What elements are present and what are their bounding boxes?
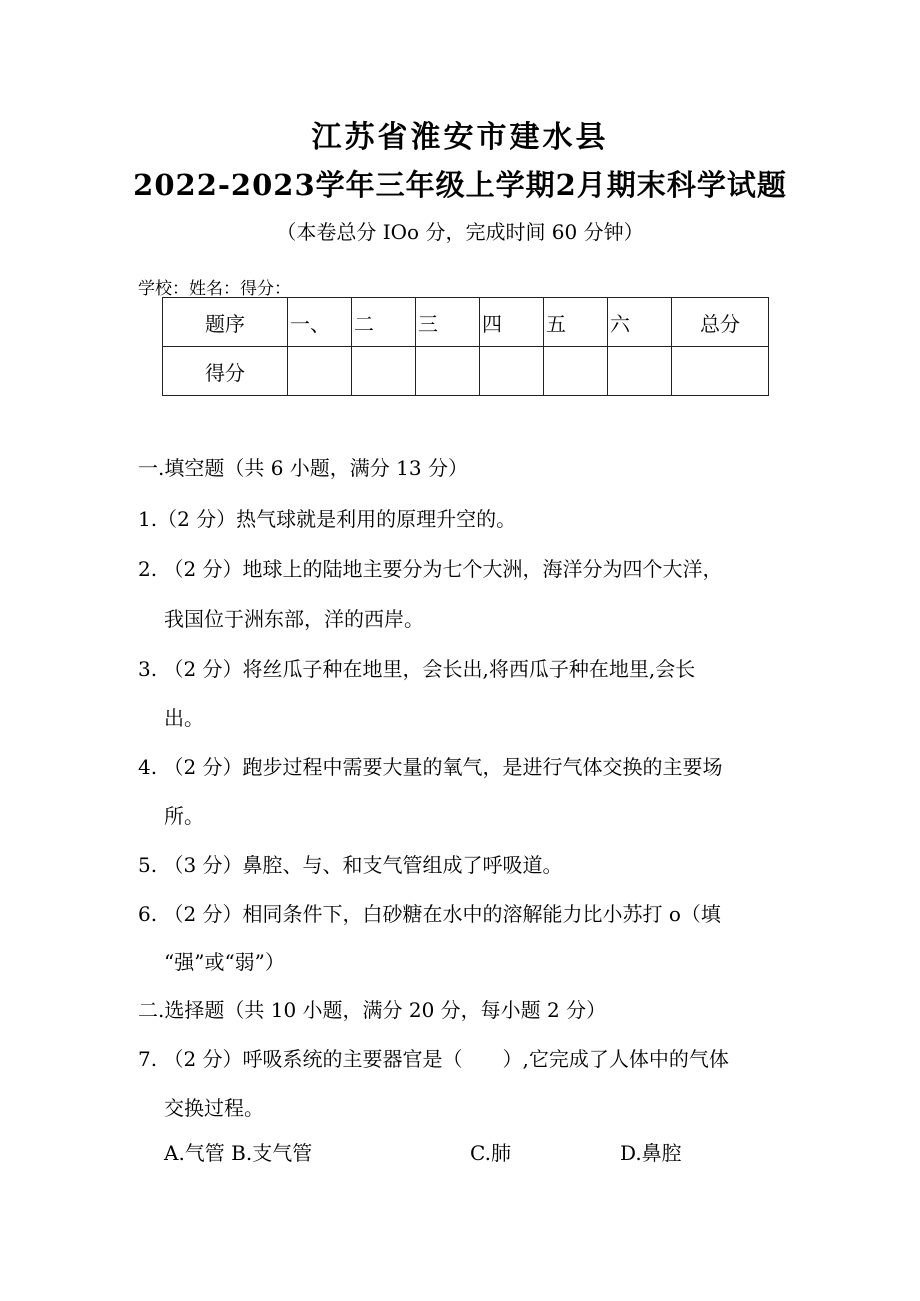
question-7-options-ab: A.气管 B.支气管 (164, 1141, 313, 1165)
question-4-line2: 所。 (164, 804, 204, 828)
question-7-option-d: D.鼻腔 (620, 1141, 682, 1165)
question-6-line1: 6. （2 分）相同条件下，白砂糖在水中的溶解能力比小苏打 o（填 (138, 902, 721, 926)
question-6-line2: “强”或“弱”） (164, 950, 285, 974)
score-cell-total (672, 347, 769, 396)
score-table-row-label: 题序 (163, 298, 288, 347)
question-2-line1: 2. （2 分）地球上的陆地主要分为七个大洲，海洋分为四个大洋， (138, 557, 723, 581)
question-7-line2: 交换过程。 (164, 1096, 264, 1120)
question-7-option-c: C.肺 (470, 1141, 511, 1165)
section2-heading: 二.选择题（共 10 小题，满分 20 分，每小题 2 分） (138, 998, 607, 1022)
score-table-column: 四 (480, 298, 544, 347)
score-table-column: 六 (608, 298, 672, 347)
score-cell (352, 347, 416, 396)
score-table-total-label: 总分 (672, 298, 769, 347)
score-cell (480, 347, 544, 396)
score-table-column: 三 (416, 298, 480, 347)
section1-heading: 一.填空题（共 6 小题，满分 13 分） (138, 456, 468, 480)
question-3-line2: 出。 (164, 706, 204, 730)
score-table-row-label: 得分 (163, 347, 288, 396)
score-table (162, 297, 769, 396)
score-cell (608, 347, 672, 396)
exam-title-line2: 2022-2023学年三年级上学期2月期末科学试题 (133, 168, 787, 202)
question-5: 5. （3 分）鼻腔、与、和支气管组成了呼吸道。 (138, 853, 563, 877)
score-table-column: 一、 (288, 298, 352, 347)
score-cell (544, 347, 608, 396)
question-7-line1: 7. （2 分）呼吸系统的主要器官是（ ）,它完成了人体中的气体 (138, 1047, 729, 1071)
score-cell (288, 347, 352, 396)
exam-subtitle: （本卷总分 IOo 分，完成时间 60 分钟） (276, 220, 644, 244)
question-4-line1: 4. （2 分）跑步过程中需要大量的氧气，是进行气体交换的主要场 (138, 755, 723, 779)
score-table-score-row (163, 347, 769, 396)
score-table-column: 五 (544, 298, 608, 347)
question-1: 1.（2 分）热气球就是利用的原理升空的。 (138, 507, 517, 531)
score-table-column: 二 (352, 298, 416, 347)
exam-title-line1: 江苏省淮安市建水县 (311, 120, 609, 155)
score-cell (416, 347, 480, 396)
school-info-line: 学校：姓名：得分： (138, 279, 291, 299)
question-2-line2: 我国位于洲东部，洋的西岸。 (164, 607, 424, 631)
question-3-line1: 3. （2 分）将丝瓜子种在地里，会长出,将西瓜子种在地里,会长 (138, 657, 696, 681)
score-table-header-row (163, 298, 769, 347)
